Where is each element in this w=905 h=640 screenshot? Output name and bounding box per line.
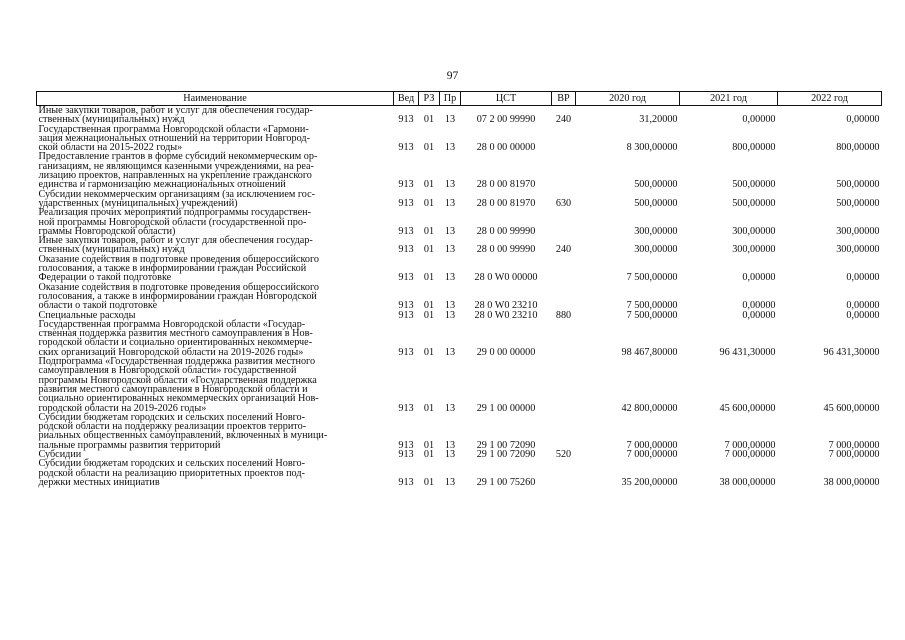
cell-rz: 01 <box>423 476 435 488</box>
cell-vr <box>552 320 576 357</box>
cell-vr <box>552 152 576 189</box>
cell-rz: 01 <box>423 197 435 209</box>
cell-vr <box>552 459 576 487</box>
cell-2021: 0,00000 <box>742 309 776 321</box>
cell-rz: 01 <box>423 114 435 126</box>
cell-2022: 7 000,00000 <box>828 448 880 460</box>
cell-ved: 913 <box>398 244 414 256</box>
cell-2021: 96 431,30000 <box>719 346 776 358</box>
table-header-row <box>37 92 882 106</box>
cell-2020: 7 500,00000 <box>626 300 678 312</box>
cell-cst: 28 0 00 81970 <box>476 197 536 209</box>
table-row <box>37 459 882 487</box>
header-rz: РЗ <box>419 92 440 106</box>
cell-name: Субсидии <box>38 448 82 460</box>
cell-name: Реализация прочих мероприятий подпрограммы государствен- ной программы Новгородской области (государственной про- граммы Новгородской области) <box>38 207 311 237</box>
cell-ved: 913 <box>398 197 414 209</box>
table-row <box>37 320 882 357</box>
cell-pr: 13 <box>444 448 456 460</box>
cell-ved: 913 <box>398 448 414 460</box>
header-2021: 2021 год <box>680 92 778 106</box>
cell-2022: 300,00000 <box>836 244 880 256</box>
cell-vr <box>552 283 576 311</box>
cell-2020: 300,00000 <box>634 244 678 256</box>
header-cst: ЦСТ <box>461 92 552 106</box>
cell-2020: 8 300,00000 <box>626 142 678 154</box>
cell-cst: 28 0 00 81970 <box>476 179 536 191</box>
budget-table <box>36 91 882 487</box>
cell-2020: 98 467,80000 <box>621 346 678 358</box>
cell-vr <box>552 357 576 413</box>
header-ved: Вед <box>394 92 419 106</box>
cell-2022: 500,00000 <box>836 179 880 191</box>
cell-2022: 0,00000 <box>846 309 880 321</box>
cell-ved: 913 <box>398 439 414 451</box>
header-2022: 2022 год <box>778 92 882 106</box>
cell-ved: 913 <box>398 225 414 237</box>
cell-2021: 45 600,00000 <box>719 402 776 414</box>
page-number: 97 <box>446 70 459 82</box>
cell-ved: 913 <box>398 346 414 358</box>
cell-rz: 01 <box>423 272 435 284</box>
table-row <box>37 236 882 255</box>
cell-2021: 300,00000 <box>732 225 776 237</box>
cell-2020: 300,00000 <box>634 225 678 237</box>
cell-name: Оказание содействия в подготовке проведения общероссийского голосования, а также в информировании граждан Российской Федерации о такой подготовке <box>38 253 320 284</box>
cell-vr <box>552 413 576 450</box>
cell-cst: 28 0 W0 23210 <box>474 300 538 312</box>
cell-name: Иные закупки товаров, работ и услуг для обеспечения государ- ственных (муниципальных) нужд <box>38 235 313 256</box>
cell-rz: 01 <box>423 179 435 191</box>
cell-cst: 07 2 00 99990 <box>476 114 536 126</box>
cell-ved: 913 <box>398 272 414 284</box>
cell-2022: 38 000,00000 <box>823 476 880 488</box>
cell-ved: 913 <box>398 309 414 321</box>
cell-vr: 880 <box>555 309 572 321</box>
cell-cst: 28 0 00 00000 <box>476 142 536 154</box>
cell-name: Оказание содействия в подготовке проведения общероссийского голосования, а также в информировании граждан Новгородской области о такой подготовке <box>38 281 320 312</box>
cell-rz: 01 <box>423 448 435 460</box>
table-row <box>37 208 882 236</box>
table-row <box>37 106 882 125</box>
cell-pr: 13 <box>444 225 456 237</box>
cell-name: Специальные расходы <box>38 309 136 321</box>
cell-vr: 240 <box>555 244 572 256</box>
cell-vr: 520 <box>555 448 572 460</box>
cell-2021: 7 000,00000 <box>724 439 776 451</box>
table-row <box>37 125 882 153</box>
cell-name: Иные закупки товаров, работ и услуг для обеспечения государ- ственных (муниципальных) нужд <box>38 105 313 126</box>
cell-rz: 01 <box>423 309 435 321</box>
header-pr: Пр <box>440 92 461 106</box>
cell-2020: 35 200,00000 <box>621 476 678 488</box>
cell-2021: 0,00000 <box>742 300 776 312</box>
cell-ved: 913 <box>398 300 414 312</box>
cell-ved: 913 <box>398 402 414 414</box>
cell-2020: 500,00000 <box>634 197 678 209</box>
cell-2020: 7 500,00000 <box>626 309 678 321</box>
cell-2020: 7 000,00000 <box>626 448 678 460</box>
cell-cst: 28 0 W0 00000 <box>474 272 538 284</box>
cell-cst: 29 1 00 75260 <box>476 476 536 488</box>
cell-2020: 500,00000 <box>634 179 678 191</box>
cell-pr: 13 <box>444 244 456 256</box>
table-row <box>37 152 882 189</box>
cell-2021: 300,00000 <box>732 244 776 256</box>
cell-2022: 300,00000 <box>836 225 880 237</box>
cell-cst: 29 1 00 72090 <box>476 448 536 460</box>
cell-2021: 0,00000 <box>742 272 776 284</box>
cell-2022: 800,00000 <box>836 142 880 154</box>
cell-name: Предоставление грантов в форме субсидий некоммерческим ор- ганизациям, не являющимся казенными учреждениями, на реа- лизацию проектов, направленных на укрепление гражданского единства и гармонизацию межнациональных отношений <box>38 151 318 191</box>
cell-pr: 13 <box>444 476 456 488</box>
cell-2020: 7 500,00000 <box>626 272 678 284</box>
cell-pr: 13 <box>444 142 456 154</box>
cell-2021: 800,00000 <box>732 142 776 154</box>
cell-pr: 13 <box>444 402 456 414</box>
cell-ved: 913 <box>398 476 414 488</box>
cell-name: Государственная программа Новгородской области «Государ- ственная поддержка развития местного самоуправления в Нов- городской области и социально ориентированных некоммерче- ских организаций Новгородской области на 2019-2026 годы» <box>38 318 313 358</box>
cell-2022: 0,00000 <box>846 272 880 284</box>
cell-name: Подпрограмма «Государственная поддержка развития местного самоуправления в Новгородской области» государственной программы Новгородской области «Государственная поддержка развития местного самоуправления в Новгородской области и социально ориентированных некоммерческих организаций Нов- городской области на 2019-2026 годы» <box>38 356 319 414</box>
page-edge-mark <box>0 624 32 640</box>
cell-2022: 7 000,00000 <box>828 439 880 451</box>
cell-rz: 01 <box>423 346 435 358</box>
cell-name: Субсидии бюджетам городских и сельских поселений Новго- родской области на реализацию приоритетных проектов под- держки местных инициатив <box>38 458 306 488</box>
cell-2020: 7 000,00000 <box>626 439 678 451</box>
cell-rz: 01 <box>423 244 435 256</box>
cell-cst: 29 0 00 00000 <box>476 346 536 358</box>
cell-2021: 38 000,00000 <box>719 476 776 488</box>
cell-vr: 240 <box>555 114 572 126</box>
cell-cst: 29 1 00 72090 <box>476 439 536 451</box>
cell-name: Субсидии некоммерческим организациям (за исключением гос- ударственных (муниципальных) учреждений) <box>38 188 316 209</box>
cell-2022: 96 431,30000 <box>823 346 880 358</box>
table-row <box>37 283 882 311</box>
cell-rz: 01 <box>423 402 435 414</box>
header-2020: 2020 год <box>576 92 680 106</box>
cell-pr: 13 <box>444 179 456 191</box>
cell-2022: 500,00000 <box>836 197 880 209</box>
cell-name: Государственная программа Новгородской области «Гармони- зация межнациональных отношений на территории Новгород- ской области на 2015-2022 годы» <box>38 123 310 154</box>
cell-pr: 13 <box>444 439 456 451</box>
table-row <box>37 357 882 413</box>
cell-pr: 13 <box>444 114 456 126</box>
table-row <box>37 190 882 209</box>
cell-ved: 913 <box>398 142 414 154</box>
cell-rz: 01 <box>423 300 435 312</box>
table-row <box>37 255 882 283</box>
cell-2020: 31,20000 <box>639 114 678 126</box>
table-row <box>37 413 882 450</box>
table-body <box>37 106 882 488</box>
cell-2022: 0,00000 <box>846 114 880 126</box>
cell-2021: 500,00000 <box>732 179 776 191</box>
cell-name: Субсидии бюджетам городских и сельских поселений Новго- родской области на поддержку реализации проектов террито- риальных общественных самоуправлений, включенных в муници- пальные программы развития территорий <box>38 411 328 451</box>
cell-2021: 500,00000 <box>732 197 776 209</box>
cell-pr: 13 <box>444 197 456 209</box>
cell-2022: 45 600,00000 <box>823 402 880 414</box>
cell-2022: 0,00000 <box>846 300 880 312</box>
cell-cst: 28 0 W0 23210 <box>474 309 538 321</box>
cell-2020: 42 800,00000 <box>621 402 678 414</box>
header-vr: ВР <box>552 92 576 106</box>
cell-vr <box>552 125 576 153</box>
cell-vr <box>552 255 576 283</box>
cell-vr: 630 <box>555 197 572 209</box>
header-name: Наименование <box>37 92 394 106</box>
cell-cst: 28 0 00 99990 <box>476 244 536 256</box>
cell-2021: 7 000,00000 <box>724 448 776 460</box>
cell-pr: 13 <box>444 309 456 321</box>
cell-cst: 28 0 00 99990 <box>476 225 536 237</box>
cell-ved: 913 <box>398 114 414 126</box>
cell-rz: 01 <box>423 439 435 451</box>
cell-pr: 13 <box>444 346 456 358</box>
cell-rz: 01 <box>423 225 435 237</box>
cell-2021: 0,00000 <box>742 114 776 126</box>
cell-ved: 913 <box>398 179 414 191</box>
cell-rz: 01 <box>423 142 435 154</box>
cell-pr: 13 <box>444 300 456 312</box>
cell-pr: 13 <box>444 272 456 284</box>
cell-vr <box>552 208 576 236</box>
cell-cst: 29 1 00 00000 <box>476 402 536 414</box>
